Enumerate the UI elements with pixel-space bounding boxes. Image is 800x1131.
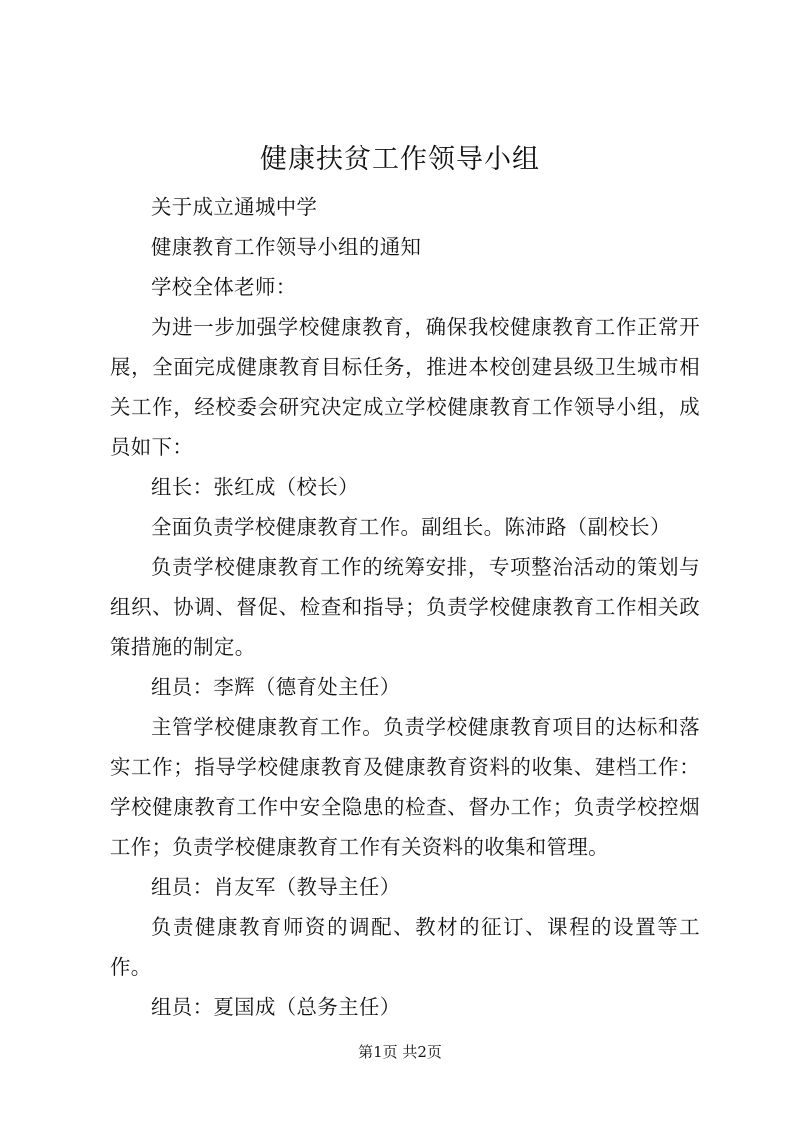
- paragraph-member-xiao: 组员：肖友军（教导主任）: [151, 875, 401, 899]
- document-body: [110, 187, 700, 1027]
- paragraph-salutation: 学校全体老师：: [151, 275, 297, 299]
- paragraph-heading-line-2: 健康教育工作领导小组的通知: [151, 235, 422, 259]
- paragraph-group-leader: 组长：张红成（校长）: [151, 475, 359, 499]
- paragraph-member-li: 组员：李辉（德育处主任）: [151, 675, 401, 699]
- document-title: 健康扶贫工作领导小组: [260, 144, 540, 175]
- page-number-footer: 第1页 共2页: [358, 1043, 442, 1061]
- paragraph-member-xia: 组员：夏国成（总务主任）: [151, 995, 401, 1019]
- paragraph-deputy-duty: 负责学校健康教育工作的统筹安排，专项整治活动的策划与组织、协调、督促、检查和指导；负责学校健康教育工作相关政策措施的制定。: [110, 555, 700, 659]
- paragraph-member-xiao-duty: 负责健康教育师资的调配、教材的征订、课程的设置等工作。: [110, 915, 700, 979]
- paragraph-heading-line-1: 关于成立通城中学: [151, 195, 318, 219]
- paragraph-leader-duty: 全面负责学校健康教育工作。副组长。陈沛路（副校长）: [151, 515, 671, 539]
- paragraph-member-li-duty: 主管学校健康教育工作。负责学校健康教育项目的达标和落实工作；指导学校健康教育及健康教育资料的收集、建档工作：学校健康教育工作中安全隐患的检查、督办工作；负责学校控烟工作；负责学校健康教育工作有关资料的收集和管理。: [110, 715, 700, 859]
- paragraph-intro: 为进一步加强学校健康教育，确保我校健康教育工作正常开展，全面完成健康教育目标任务，推进本校创建县级卫生城市相关工作，经校委会研究决定成立学校健康教育工作领导小组，成员如下：: [110, 315, 700, 459]
